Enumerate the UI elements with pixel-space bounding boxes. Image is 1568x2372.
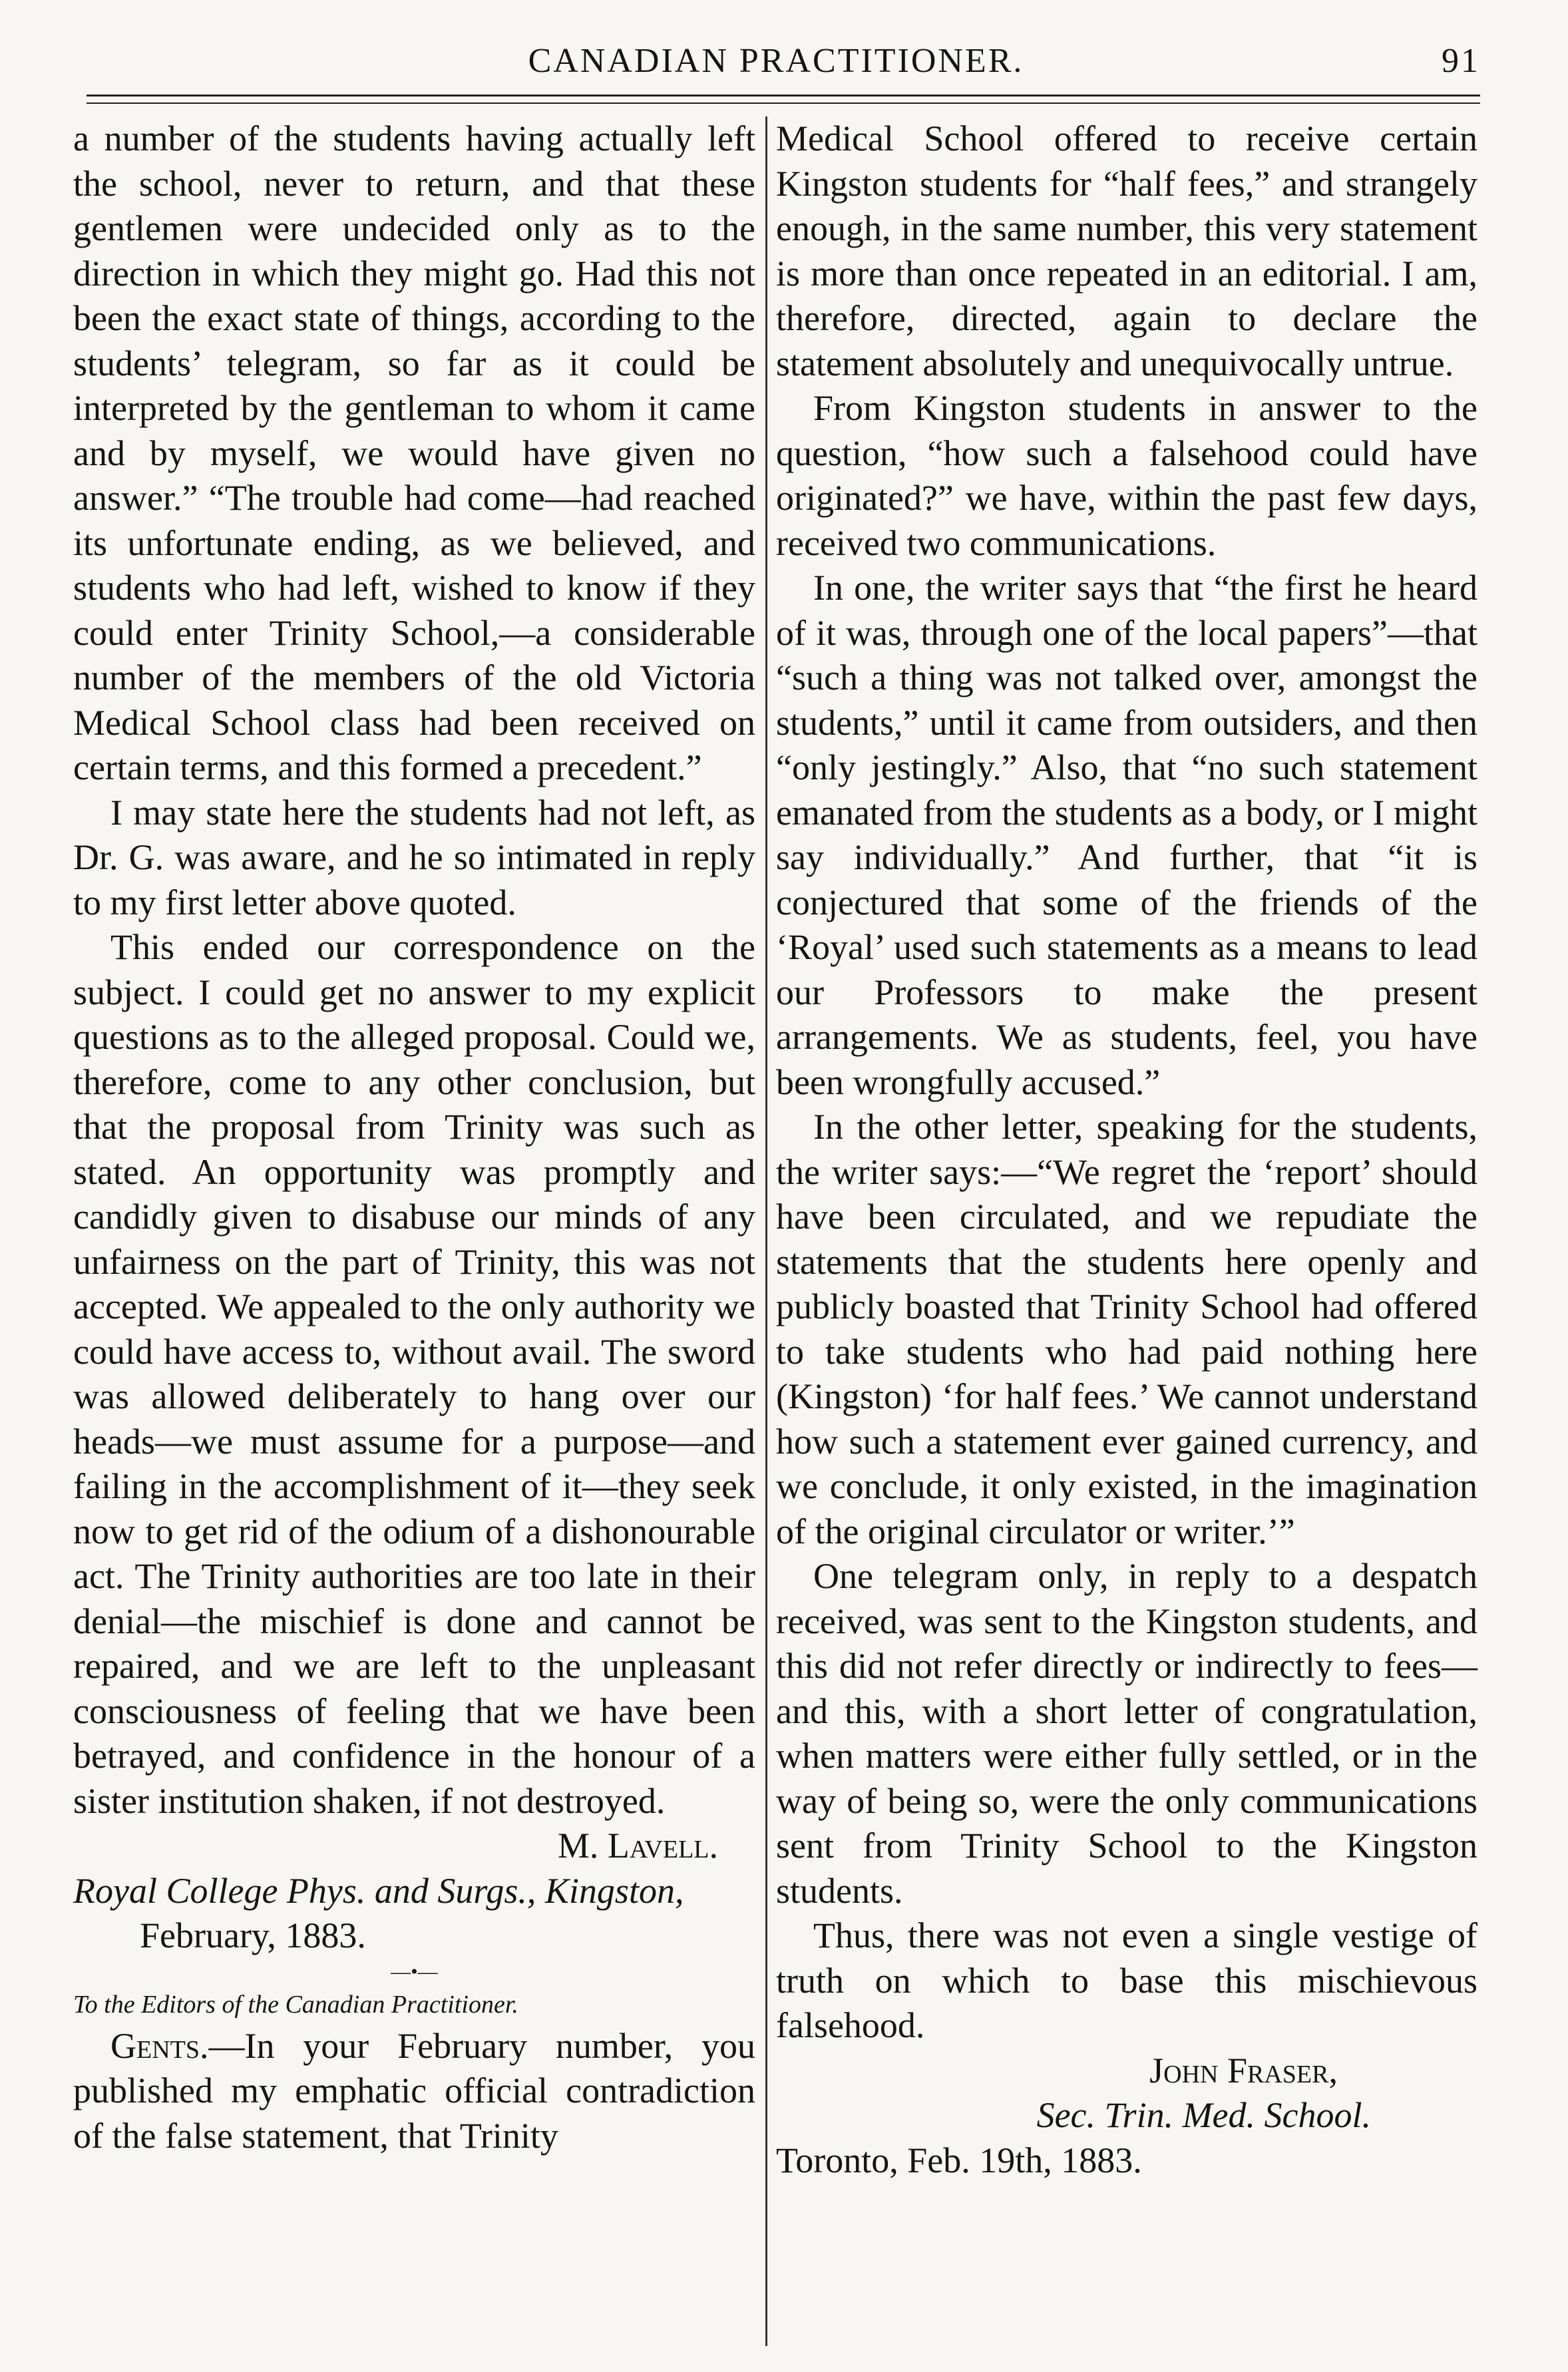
page-number: 91 [1442, 42, 1480, 80]
right-paragraph-3: In one, the writer says that “the first he heard of it was, through one of the local papers”—that “such a thing was not talked over, amongst the students,” until it came from outsiders, and then “only jestingly.” Also, that “no such statement emanated from the students as a body, or I might say individually.” And further, that “it is conjectured that some of the friends of the ‘Royal’ used such statements as a means to lead our Professors to make the present arrangements. We as students, feel, you have been wrongfully accused.” [776, 568, 1477, 1102]
left-column [73, 116, 755, 2158]
right-column [776, 116, 1477, 2183]
signature-institution: Royal College Phys. and Surgs., Kingston, [73, 1870, 684, 1911]
section-ornament: —•— [391, 1960, 438, 1983]
column-divider [765, 116, 767, 2346]
signature-name-fraser: John Fraser, [1149, 2050, 1338, 2090]
signature-date-left: February, 1883. [140, 1915, 366, 1955]
right-paragraph-1: Medical School offered to receive certain Kingston students for “half fees,” and strangely enough, in the same number, this very statement is more than once repeated in an editorial. I am, therefore, directed, again to declare the statement absolutely and unequivocally untrue. [776, 118, 1477, 383]
left-paragraph-2: I may state here the students had not left, as Dr. G. was aware, and he so intimated in reply to my first letter above quoted. [73, 792, 755, 922]
left-paragraph-1: a number of the students having actually left the school, never to return, and that these gentlemen were undecided only as to the direction in which they might go. Had this not been the exact state of things, according to the students’ telegram, so far as it could be interpreted by the gentleman to whom it came and by myself, we would have given no answer.” “The trouble had come—had reached its unfortunate ending, as we believed, and students who had left, wished to know if they could enter Trinity School,—a considerable number of the members of the old Victoria Medical School class had been received on certain terms, and this formed a precedent.” [73, 118, 755, 787]
right-paragraph-2: From Kingston students in answer to the question, “how such a falsehood could have originated?” we have, within the past few days, received two communications. [776, 388, 1477, 563]
right-paragraph-6: Thus, there was not even a single vestige of truth on which to base this mischievous falsehood. [776, 1915, 1477, 2045]
signature-title: Sec. Trin. Med. School. [1036, 2095, 1371, 2135]
editors-address-line: To the Editors of the Canadian Practitioner. [73, 1990, 518, 2019]
signature-date-right: Toronto, Feb. 19th, 1883. [776, 2140, 1142, 2180]
header-rule-top [87, 95, 1480, 97]
letter-opening [73, 2024, 755, 2159]
header-rule-bottom [87, 102, 1480, 104]
salutation: Gents. [110, 2025, 209, 2066]
signature-name-lavell: M. Lavell. [557, 1826, 718, 1866]
right-paragraph-4: In the other letter, speaking for the students, the writer says:—“We regret the ‘report’ should have been circulated, and we repudiate the statements that the students here openly and publicly boasted that Trinity School had offered to take students who had paid nothing here (Kingston) ‘for half fees.’ We cannot understand how such a statement ever gained currency, and we conclude, it only existed, in the imagination of the original circulator or writer.’” [776, 1107, 1477, 1551]
letter-opening-text: —In your February number, you published my emphatic official contradiction of the false statement, that Trinity [73, 2025, 755, 2156]
journal-title: CANADIAN PRACTITIONER. [528, 42, 1024, 80]
left-paragraph-3: This ended our correspondence on the subject. I could get no answer to my explicit questions as to the alleged proposal. Could we, therefore, come to any other conclusion, but that the proposal from Trinity was such as stated. An opportunity was promptly and candidly given to disabuse our minds of any unfairness on the part of Trinity, this was not accepted. We appealed to the only authority we could have access to, without avail. The sword was allowed deliberately to hang over our heads—we must assume for a purpose—and failing in the accomplishment of it—they seek now to get rid of the odium of a dishonourable act. The Trinity authorities are too late in their denial—the mischief is done and cannot be repaired, and we are left to the unpleasant consciousness of feeling that we have been betrayed, and confidence in the honour of a sister institution shaken, if not destroyed. [73, 927, 755, 1821]
page-header [72, 32, 1480, 87]
right-paragraph-5: One telegram only, in reply to a despatch received, was sent to the Kingston students, and this did not refer directly or indirectly to fees—and this, with a short letter of congratulation, when matters were either fully settled, or in the way of being so, were the only communications sent from Trinity School to the Kingston students. [776, 1556, 1477, 1911]
